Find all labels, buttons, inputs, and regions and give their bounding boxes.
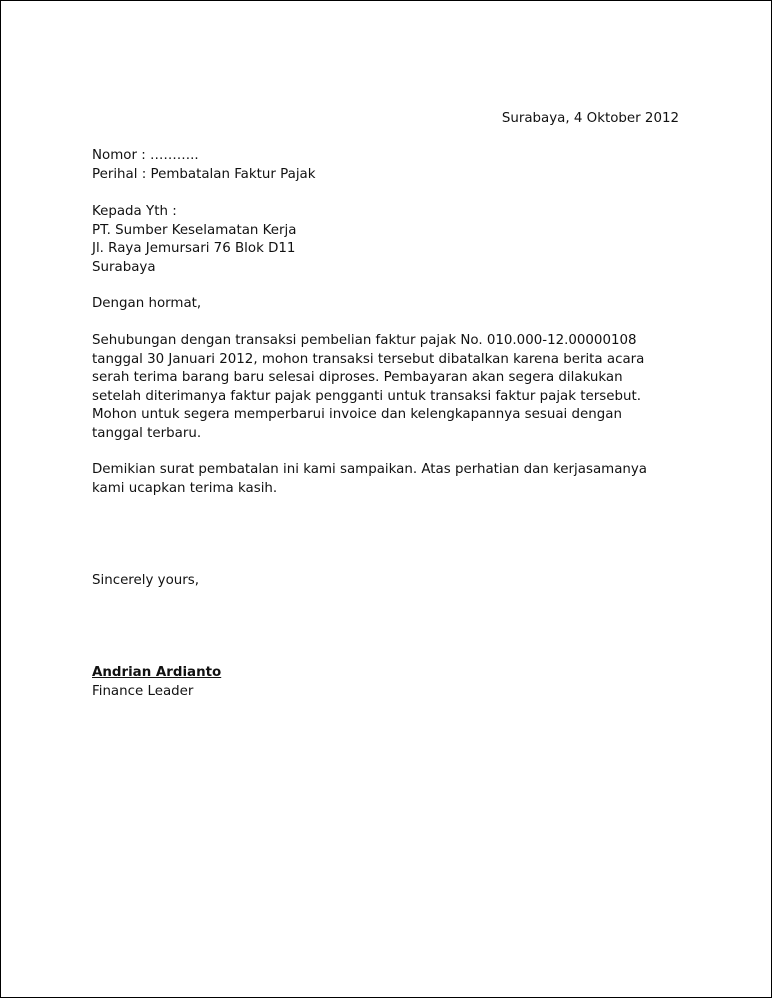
body-paragraph-2 <box>92 461 692 498</box>
salutation: Dengan hormat, <box>92 296 202 311</box>
reference-block <box>92 147 692 184</box>
recipient-city: Surabaya <box>92 259 156 275</box>
signer-title: Finance Leader <box>92 683 194 699</box>
paragraph-line: Mohon untuk segera memperbarui invoice dan kelengkapannya sesuai dengan <box>92 407 622 422</box>
recipient-address: Jl. Raya Jemursari 76 Blok D11 <box>92 241 296 256</box>
letter-number: Nomor : ……….. <box>92 148 199 163</box>
paragraph-line: tanggal 30 Januari 2012, mohon transaksi tersebut dibatalkan karena berita acara <box>92 351 645 367</box>
letter-subject: Perihal : Pembatalan Faktur Pajak <box>92 166 316 182</box>
paragraph-line: serah terima barang baru selesai diproses. Pembayaran akan segera dilakukan <box>92 370 623 385</box>
signer-name: Andrian Ardianto <box>92 665 222 680</box>
recipient-block <box>92 203 692 277</box>
place-date: Surabaya, 4 Oktober 2012 <box>501 111 679 126</box>
recipient-company: PT. Sumber Keselamatan Kerja <box>92 222 297 238</box>
paragraph-line: setelah diterimanya faktur pajak pengganti untuk transaksi faktur pajak tersebut. <box>92 388 641 404</box>
body-paragraph-1 <box>92 332 692 443</box>
paragraph-line: Demikian surat pembatalan ini kami sampaikan. Atas perhatian dan kerjasamanya <box>92 462 648 477</box>
recipient-greeting: Kepada Yth : <box>92 204 177 219</box>
paragraph-line: tanggal terbaru. <box>92 425 202 441</box>
paragraph-line: Sehubungan dengan transaksi pembelian faktur pajak No. 010.000-12.00000108 <box>92 333 637 348</box>
paragraph-line: kami ucapkan terima kasih. <box>92 480 278 496</box>
closing: Sincerely yours, <box>92 573 200 588</box>
signature-block <box>92 664 692 701</box>
